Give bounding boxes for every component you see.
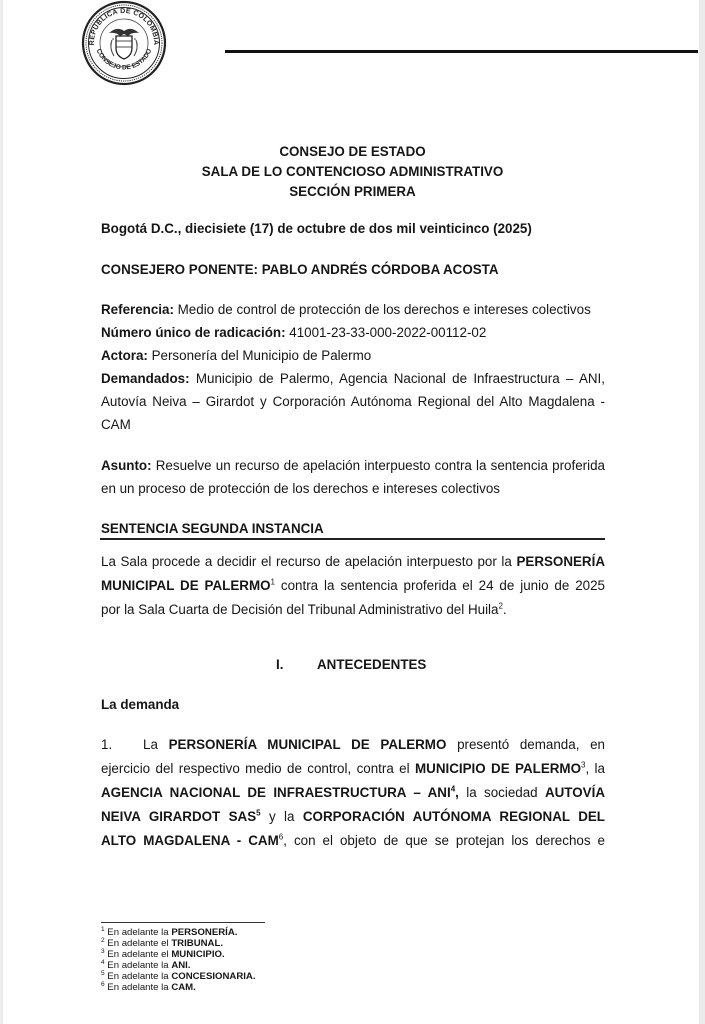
p1-bold: AGENCIA NACIONAL DE INFRAESTRUCTURA – ANI [101, 785, 451, 800]
asunto-value-1: Resuelve un recurso de apelación interpuesto contra la sentencia proferida [151, 458, 605, 473]
intro-bold: MUNICIPAL DE PALERMO [101, 578, 271, 593]
intro-text: . [502, 602, 507, 617]
chamber-name: SALA DE LO CONTENCIOSO ADMINISTRATIVO [201, 164, 504, 179]
paragraph-number: 1. [101, 737, 113, 752]
footnote-number: 6 [101, 980, 105, 988]
footnote-bold: ANI. [171, 960, 191, 971]
footnote-1 [101, 927, 237, 938]
document-heading [100, 142, 605, 202]
footnote-ref-5[interactable]: 5 [256, 808, 261, 818]
asunto-row-2: en un proceso de protección de los derechos e intereses colectivos [101, 481, 500, 496]
p1-bold: PERSONERÍA MUNICIPAL DE PALERMO [168, 737, 447, 752]
footnote-3 [101, 949, 225, 960]
footnote-number: 5 [101, 969, 105, 977]
p1-text: , la [585, 761, 605, 776]
footnote-bold: CONCESIONARIA. [171, 971, 256, 982]
referencia-row [101, 302, 605, 317]
footnote-5 [101, 971, 256, 982]
section-name: SECCIÓN PRIMERA [289, 184, 416, 199]
chapter-title: ANTECEDENTES [317, 657, 427, 672]
footnote-ref-6[interactable]: 6 [278, 832, 284, 842]
date-line: Bogotá D.C., diecisiete (17) de octubre de dos mil veinticinco (2025) [101, 221, 532, 236]
footnote-ref-3[interactable]: 3 [581, 760, 586, 770]
footnote-ref-4[interactable]: 4 [450, 784, 456, 794]
asunto-label: Asunto: [101, 458, 152, 473]
intro-line-3 [101, 602, 605, 617]
footnote-number: 1 [101, 925, 105, 933]
footnote-text: En adelante la [104, 960, 172, 971]
ponente-line: CONSEJERO PONENTE: PABLO ANDRÉS CÓRDOBA ACOSTA [101, 262, 499, 277]
paragraph-1-line-2 [101, 761, 605, 776]
header-rule [225, 50, 698, 53]
p1-text: La [143, 737, 169, 752]
footnote-4 [101, 960, 191, 971]
intro-text: La Sala procede a decidir el recurso de apelación interpuesto por la [101, 554, 517, 569]
footnote-number: 4 [101, 958, 105, 966]
footnote-text: En adelante la [104, 982, 172, 993]
p1-bold: NEIVA GIRARDOT SAS [101, 809, 257, 824]
demandados-row-3: CAM [101, 417, 131, 432]
footnote-bold: MUNICIPIO. [171, 949, 225, 960]
intro-line-1 [101, 554, 605, 569]
paragraph-1-line-3 [101, 785, 605, 800]
p1-bold: MUNICIPIO DE PALERMO [415, 761, 581, 776]
intro-bold: PERSONERÍA [516, 554, 605, 569]
p1-text: y la [260, 809, 303, 824]
p1-text: presentó demanda, en [446, 737, 605, 752]
demandados-row [101, 371, 605, 386]
section-title: SENTENCIA SEGUNDA INSTANCIA [101, 521, 324, 536]
p1-text: , con el objeto de que se protejan los derechos e [283, 833, 606, 848]
footnote-text: En adelante el [104, 938, 172, 949]
footnote-bold: TRIBUNAL. [171, 938, 224, 949]
page-frame-left [0, 0, 3, 1024]
demandados-label: Demandados: [101, 371, 190, 386]
radicacion-row [101, 325, 605, 340]
actora-label: Actora: [101, 348, 148, 363]
p1-text: la sociedad [458, 785, 545, 800]
p1-bold: ALTO MAGDALENA - CAM [101, 833, 279, 848]
footnote-ref-2[interactable]: 2 [498, 601, 503, 611]
footnote-number: 2 [101, 936, 105, 944]
footnote-number: 3 [101, 947, 105, 955]
referencia-value: Medio de control de protección de los derechos e intereses colectivos [173, 302, 591, 317]
page-frame-right [699, 0, 705, 1024]
intro-text: contra la sentencia proferida el 24 de junio de 2025 [274, 578, 606, 593]
svg-text:CONSEJO DE ESTADO: CONSEJO DE ESTADO [94, 47, 154, 72]
chapter-numeral: I. [276, 657, 284, 672]
court-name: CONSEJO DE ESTADO [279, 144, 426, 159]
footnote-text: En adelante la [104, 971, 172, 982]
consejo-de-estado-seal-icon [79, 0, 169, 86]
subheading-la-demanda: La demanda [101, 697, 180, 712]
footnote-bold: PERSONERÍA. [171, 927, 238, 938]
footnote-2 [101, 938, 223, 949]
intro-text: por la Sala Cuarta de Decisión del Tribunal Administrativo del Huila [101, 602, 499, 617]
p1-bold: CORPORACIÓN AUTÓNOMA REGIONAL DEL [302, 809, 605, 824]
p1-text: ejercicio del respectivo medio de control, contra el [101, 761, 415, 776]
footnote-ref-1[interactable]: 1 [270, 577, 275, 587]
footnote-separator [101, 922, 265, 923]
referencia-label: Referencia: [101, 302, 174, 317]
radicacion-value: 41001-23-33-000-2022-00112-02 [285, 325, 487, 340]
actora-row [101, 348, 605, 363]
demandados-row-2: Autovía Neiva – Girardot y Corporación Autónoma Regional del Alto Magdalena - [101, 394, 605, 409]
demandados-value-1: Municipio de Palermo, Agencia Nacional de Infraestructura – ANI, [189, 371, 605, 386]
paragraph-1-line-1 [143, 737, 605, 752]
intro-line-2 [101, 578, 605, 593]
section-title-underline [100, 538, 605, 540]
radicacion-label: Número único de radicación: [101, 325, 286, 340]
asunto-row [101, 458, 605, 473]
paragraph-1-line-4 [101, 809, 605, 824]
svg-text:REPÚBLICA DE COLOMBIA: REPÚBLICA DE COLOMBIA [88, 7, 160, 46]
footnote-bold: CAM. [171, 982, 196, 993]
p1-bold: , [455, 785, 459, 800]
actora-value: Personería del Municipio de Palermo [147, 348, 372, 363]
p1-bold: AUTOVÍA [544, 785, 605, 800]
footnote-text: En adelante la [104, 927, 172, 938]
footnote-6 [101, 982, 196, 993]
footnote-text: En adelante el [104, 949, 172, 960]
paragraph-1-line-5 [101, 833, 605, 848]
